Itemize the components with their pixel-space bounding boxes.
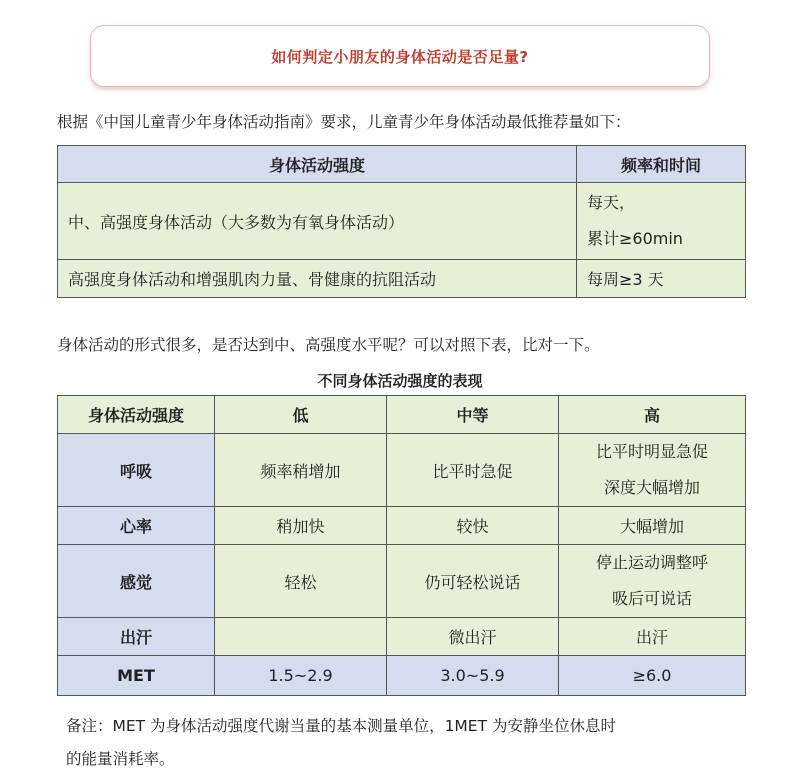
frequency-cell: 每周≥3 天: [577, 260, 746, 298]
table-header-row: [58, 146, 746, 183]
high-line: 吸后可说话: [611, 589, 692, 608]
title-banner: [90, 25, 710, 87]
header-intensity: 身体活动强度: [58, 396, 215, 434]
high-cell: 出汗: [559, 618, 746, 656]
table-row: [58, 183, 746, 260]
table-row-heart-rate: [58, 507, 746, 545]
table-header-row: [58, 396, 746, 434]
footnote-line: 备注：MET 为身体活动强度代谢当量的基本测量单位，1MET 为安静坐位休息时: [66, 717, 616, 735]
footnote: [66, 710, 746, 776]
header-low: 低: [215, 396, 387, 434]
high-cell: [559, 545, 746, 618]
low-cell: 轻松: [215, 545, 387, 618]
page-title: 如何判定小朋友的身体活动是否足量?: [271, 47, 529, 66]
table-row-met: [58, 656, 746, 696]
row-label: 出汗: [58, 618, 215, 656]
middle-paragraph: 身体活动的形式很多，是否达到中、高强度水平呢？可以对照下表，比对一下。: [57, 336, 600, 354]
table-row: [58, 260, 746, 298]
medium-cell: 仍可轻松说话: [387, 545, 559, 618]
frequency-line: 每天，: [587, 193, 636, 212]
medium-cell: 较快: [387, 507, 559, 545]
low-cell: [215, 618, 387, 656]
header-intensity: 身体活动强度: [58, 146, 577, 183]
footnote-line: 的能量消耗率。: [66, 750, 175, 768]
intro-paragraph: 根据《中国儿童青少年身体活动指南》要求，儿童青少年身体活动最低推荐量如下：: [57, 113, 631, 131]
high-line: 停止运动调整呼: [595, 553, 708, 572]
row-label: 心率: [58, 507, 215, 545]
medium-cell: 微出汗: [387, 618, 559, 656]
header-frequency: 频率和时间: [577, 146, 746, 183]
table-caption: 不同身体活动强度的表现: [317, 372, 483, 390]
frequency-cell: [577, 183, 746, 260]
row-label: 感觉: [58, 545, 215, 618]
low-cell: 1.5~2.9: [215, 656, 387, 696]
high-cell: [559, 434, 746, 507]
table-row-sweat: [58, 618, 746, 656]
high-line: 比平时明显急促: [595, 442, 708, 461]
medium-cell: 比平时急促: [387, 434, 559, 507]
table-row-feeling: [58, 545, 746, 618]
row-label: 呼吸: [58, 434, 215, 507]
medium-cell: 3.0~5.9: [387, 656, 559, 696]
intensity-cell: 中、高强度身体活动（大多数为有氧身体活动）: [58, 183, 577, 260]
intensity-table: [57, 395, 746, 696]
intensity-cell: 高强度身体活动和增强肌肉力量、骨健康的抗阻活动: [58, 260, 577, 298]
low-cell: 稍加快: [215, 507, 387, 545]
high-line: 深度大幅增加: [603, 478, 700, 497]
frequency-line: 累计≥60min: [587, 229, 683, 248]
header-medium: 中等: [387, 396, 559, 434]
recommendation-table: [57, 145, 746, 298]
table-row-breathing: [58, 434, 746, 507]
high-cell: ≥6.0: [559, 656, 746, 696]
header-high: 高: [559, 396, 746, 434]
high-cell: 大幅增加: [559, 507, 746, 545]
row-label: MET: [58, 656, 215, 696]
low-cell: 频率稍增加: [215, 434, 387, 507]
